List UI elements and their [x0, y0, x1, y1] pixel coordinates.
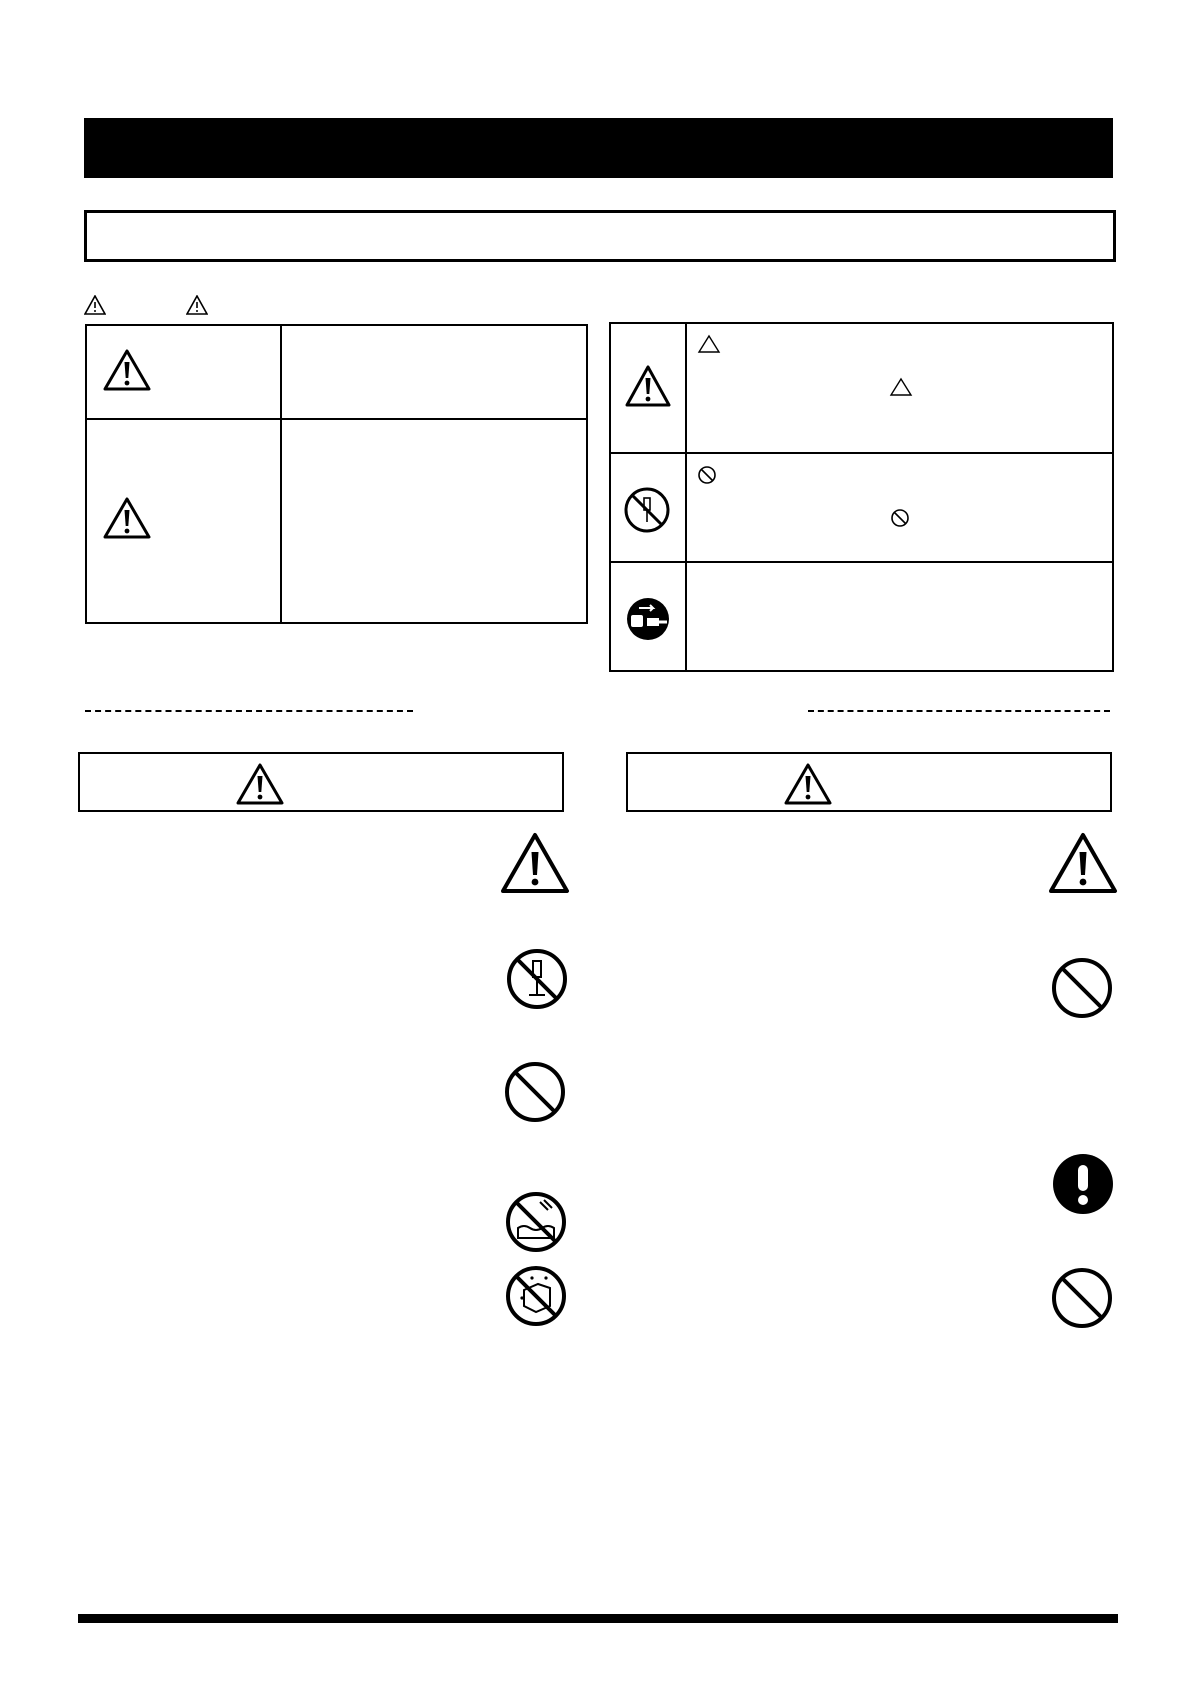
mandatory-exclamation-icon [1052, 1153, 1114, 1215]
symbol-legend-table [609, 322, 1114, 672]
caution-level-icon [102, 496, 152, 540]
title-box [84, 210, 1116, 262]
warning-section-header [78, 752, 564, 812]
no-moisture-icon [504, 1264, 568, 1328]
table-divider [87, 418, 586, 420]
no-disassembly-icon [623, 486, 671, 534]
dashed-separator [85, 710, 413, 712]
exclamation-triangle-icon [783, 762, 833, 806]
prohibition-circle-icon [503, 1060, 567, 1124]
exclamation-triangle-icon [1048, 832, 1118, 894]
unplug-icon [625, 596, 671, 642]
warning-triangle-icon [186, 295, 208, 315]
warning-level-icon [102, 348, 152, 392]
prohibition-circle-icon [1050, 956, 1114, 1020]
no-disassembly-icon [505, 947, 569, 1011]
triangle-symbol-icon [889, 377, 913, 397]
hazard-level-table [85, 324, 588, 624]
table-divider [611, 561, 1112, 563]
header-bar [84, 118, 1113, 178]
warning-triangle-icon [84, 295, 106, 315]
table-divider [611, 452, 1112, 454]
exclamation-triangle-icon [235, 762, 285, 806]
footer-bar [78, 1614, 1118, 1623]
dashed-separator [808, 710, 1110, 712]
prohibition-circle-icon [1050, 1266, 1114, 1330]
warning-section-header [626, 752, 1112, 812]
triangle-symbol-icon [697, 334, 721, 354]
exclamation-triangle-icon [500, 832, 570, 894]
exclamation-triangle-icon [624, 364, 672, 408]
no-water-icon [504, 1190, 568, 1254]
table-divider [280, 326, 282, 622]
table-divider [685, 324, 687, 670]
prohibition-symbol-icon [890, 508, 910, 528]
prohibition-symbol-icon [697, 465, 717, 485]
